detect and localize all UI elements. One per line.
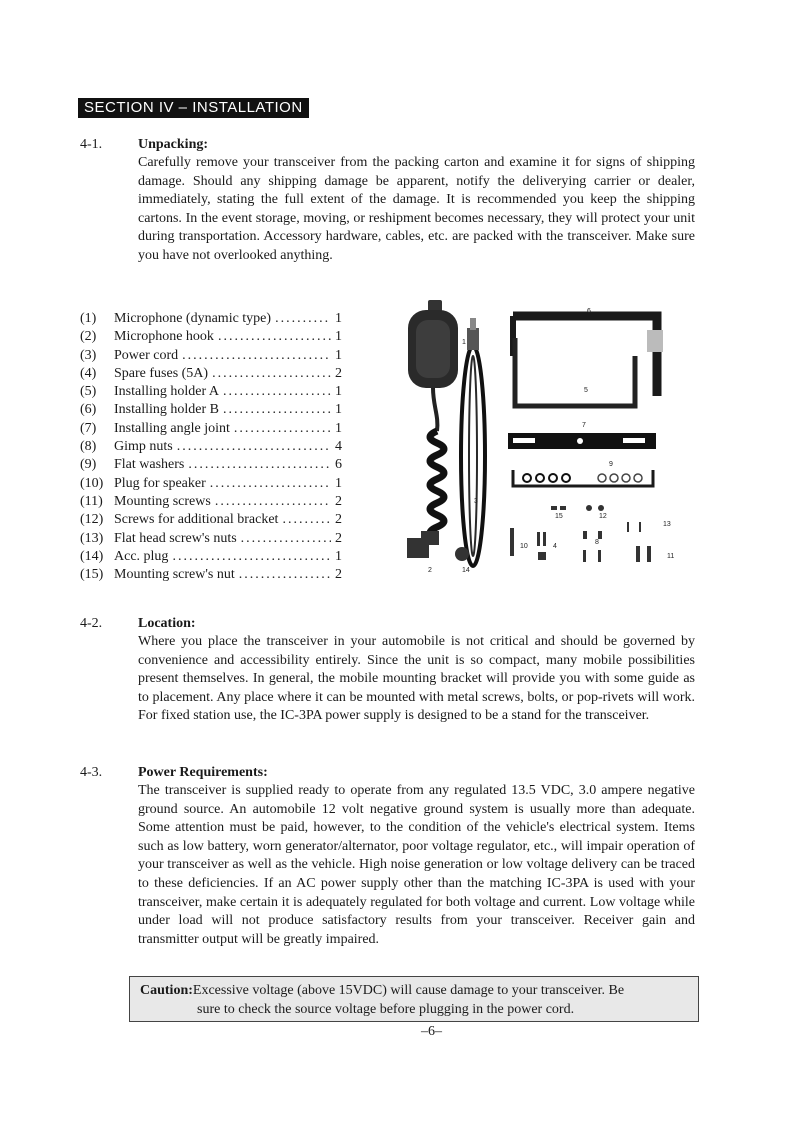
page-number: –6–	[421, 1024, 442, 1039]
section-number: 4-1.	[80, 137, 103, 152]
photo-label-4: 4	[553, 543, 557, 550]
power-cord-icon	[461, 318, 485, 566]
photo-label-14: 14	[462, 567, 470, 574]
photo-label-13: 13	[663, 521, 671, 528]
list-item: (1) Microphone (dynamic type) ..... 1	[80, 310, 342, 328]
list-item: (5) Installing holder A ..... 1	[80, 383, 342, 401]
accessories-photo	[395, 296, 685, 578]
angle-joint-icon	[508, 433, 656, 449]
photo-label-7: 7	[582, 422, 586, 429]
list-item: (6) Installing holder B ..... 1	[80, 401, 342, 419]
section-title: SECTION IV – INSTALLATION	[78, 98, 309, 118]
photo-label-5: 5	[584, 387, 588, 394]
photo-label-12: 12	[599, 513, 607, 520]
list-item: (7) Installing angle joint ..... 1	[80, 420, 342, 438]
holder-a-icon	[515, 338, 635, 406]
caution-line-1: Excessive voltage (above 15VDC) will cause damage to your transceiver. Be	[192, 983, 625, 998]
photo-label-9: 9	[609, 461, 613, 468]
list-item: (15) Mounting screw's nut ..... 2	[80, 566, 342, 584]
list-item: (12) Screws for additional bracket ..... 2	[80, 511, 342, 529]
section-body: Where you place the transceiver in your automobile is not critical and should be governed by convenience and accessibility entirely. Since the unit is so compact, many mobile possibilities present themselves. In general, the mobile mounting bracket will provide you with some guide as to placement. Any place where it can be mounted with metal screws, bolts, or pop-rivets will work. For fixed station use, the IC-3PA power supply is designed to be a stand for the transceiver.	[138, 634, 695, 724]
section-heading: Location:	[138, 616, 196, 631]
photo-label-2: 2	[428, 567, 432, 574]
caution-line-2: sure to check the source voltage before plugging in the power cord.	[197, 1001, 575, 1017]
caution-label: Caution:	[140, 983, 193, 998]
list-item: (3) Power cord ..... 1	[80, 347, 342, 365]
section-number: 4-3.	[80, 765, 103, 780]
section-heading: Power Requirements:	[138, 765, 268, 780]
bracket-bar-icon	[513, 470, 653, 486]
list-item: (9) Flat washers ..... 6	[80, 456, 342, 474]
list-item: (11) Mounting screws ..... 2	[80, 493, 342, 511]
section-heading: Unpacking:	[138, 137, 209, 152]
list-item: (8) Gimp nuts ..... 4	[80, 438, 342, 456]
photo-label-8: 8	[595, 539, 599, 546]
parts-list	[80, 310, 342, 584]
section-number: 4-2.	[80, 616, 103, 631]
list-item: (4) Spare fuses (5A) ..... 2	[80, 365, 342, 383]
photo-label-15: 15	[555, 513, 563, 520]
holder-b-icon	[513, 316, 663, 396]
list-item: (2) Microphone hook ..... 1	[80, 328, 342, 346]
photo-label-1: 1	[462, 339, 466, 346]
list-item: (10) Plug for speaker ..... 1	[80, 475, 342, 493]
photo-label-11: 11	[667, 553, 675, 560]
section-body: The transceiver is supplied ready to operate from any regulated 13.5 VDC, 3.0 ampere negative ground source. An automobile 12 volt negative ground system is usually more than adequate. Some attention must be paid, however, to the condition of the vehicle's electrical system. Items such as low battery, worn generator/alternator, poor voltage regulator, etc., will impair operation of your transceiver as well as the vehicle. High noise generation or low voltage delivery can be traced to these deficiencies. If an AC power supply other than the matching IC-3PA is used with your transceiver, make certain it is adequately regulated for both voltage and current. Low voltage while under load will not produce satisfactory results from your transceiver. Receiver gain and transmitter output will be greatly impaired.	[138, 783, 695, 947]
caution-box	[129, 976, 699, 1022]
photo-label-6: 6	[587, 308, 591, 315]
microphone-icon	[408, 300, 458, 545]
list-item: (14) Acc. plug ..... 1	[80, 548, 342, 566]
hardware-icon	[407, 505, 651, 562]
photo-label-10: 10	[520, 543, 528, 550]
section-body: Carefully remove your transceiver from the packing carton and examine it for signs of shipping damage. Should any shipping damage be apparent, notify the deliverying carrier or dealer, immediately, stating the full extent of the damage. It is recommended you keep the shipping cartons. In the event storage, moving, or reshipment becomes necessary, they will protect your unit during transportation. Accessory hardware, cables, etc. are packed with the transceiver. Make sure you have not overlooked anything.	[138, 155, 695, 263]
photo-label-3: 3	[474, 498, 478, 505]
list-item: (13) Flat head screw's nuts ..... 2	[80, 530, 342, 548]
